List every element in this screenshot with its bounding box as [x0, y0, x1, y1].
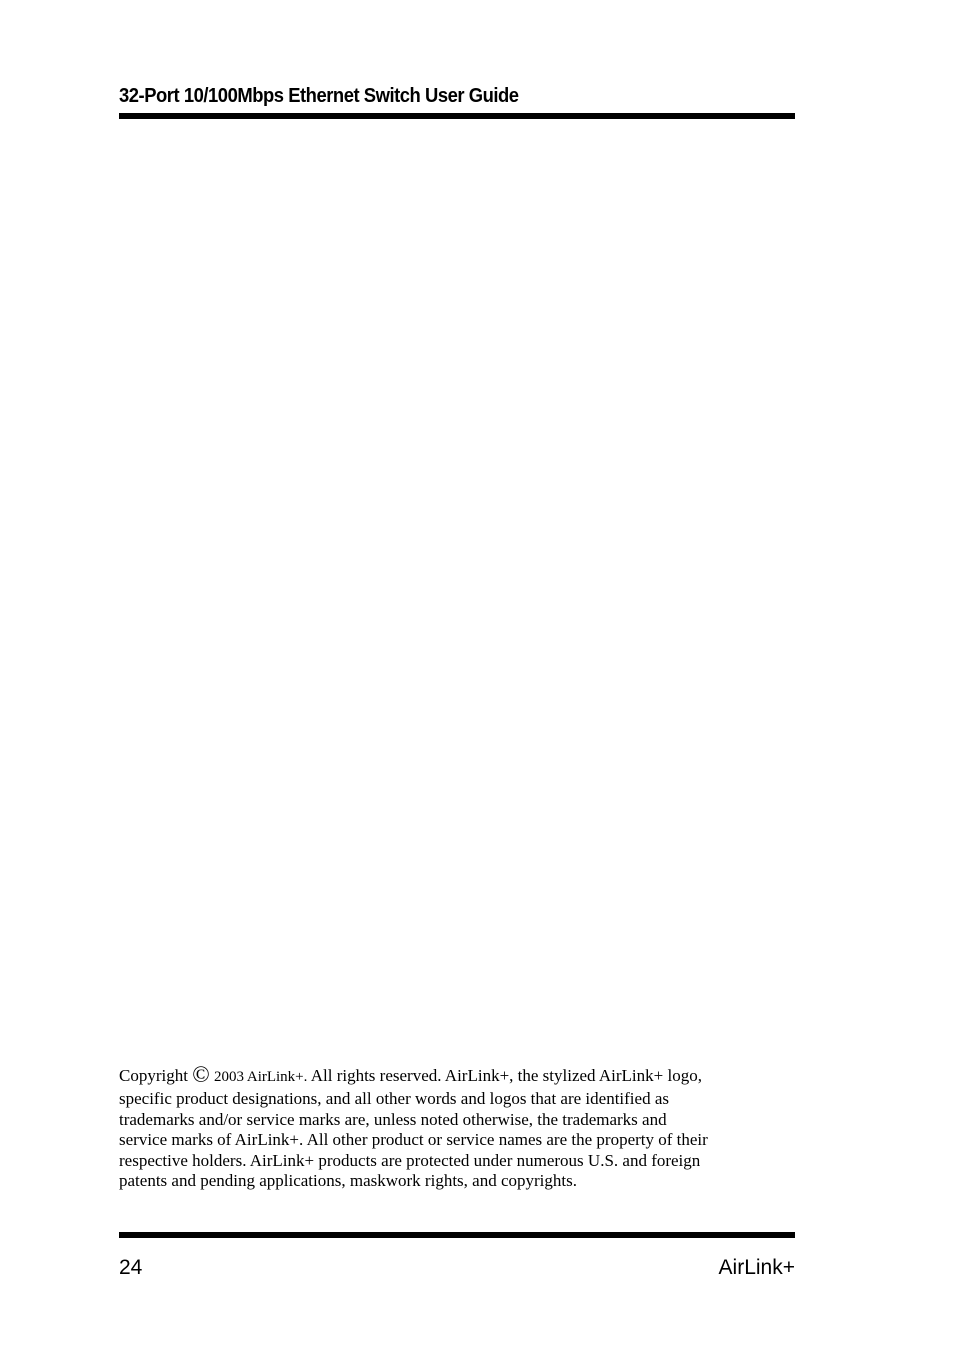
copyright-line-1	[119, 1063, 795, 1089]
page-header-title: 32-Port 10/100Mbps Ethernet Switch User Guide	[119, 85, 519, 107]
copyright-line: trademarks and/or service marks are, unless noted otherwise, the trademarks and	[119, 1109, 667, 1129]
copyright-label: Copyright	[119, 1066, 188, 1085]
copyright-line: service marks of AirLink+. All other product or service names are the property of their	[119, 1130, 708, 1149]
copyright-line: specific product designations, and all other words and logos that are identified as	[119, 1089, 669, 1108]
copyright-year-holder: 2003 AirLink+.	[213, 1069, 308, 1085]
copyright-symbol-icon: ©	[192, 1062, 210, 1087]
header-divider	[119, 113, 795, 119]
copyright-line-1-rest: All rights reserved. AirLink+, the stylized AirLink+ logo,	[310, 1066, 702, 1085]
copyright-line: patents and pending applications, maskwork rights, and copyrights.	[119, 1171, 577, 1190]
copyright-notice	[119, 1063, 795, 1192]
copyright-line: respective holders. AirLink+ products are protected under numerous U.S. and foreign	[119, 1150, 701, 1170]
footer-brand: AirLink+	[718, 1256, 795, 1279]
footer-divider	[119, 1232, 795, 1238]
page-number: 24	[119, 1256, 143, 1279]
